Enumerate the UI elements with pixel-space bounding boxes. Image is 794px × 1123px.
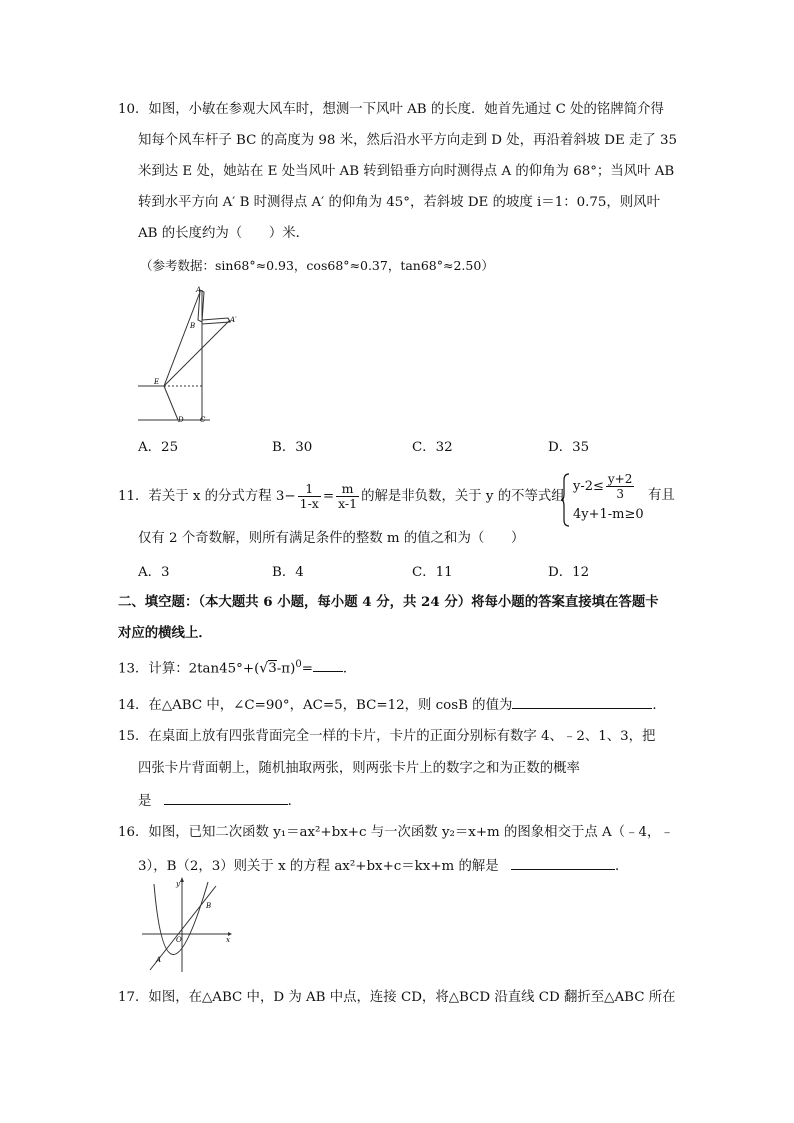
- q10-option-c[interactable]: C．32: [412, 440, 453, 455]
- q13-root: 3: [268, 661, 277, 677]
- q10-line2: 知每个风车杆子 BC 的高度为 98 米，然后沿水平方向走到 D 处，再沿着斜坡 DE 走了 35: [138, 133, 678, 148]
- label-a-prime: A′: [230, 316, 237, 324]
- label-a: A: [156, 956, 162, 964]
- section2-title-line2: 对应的横线上．: [118, 625, 212, 641]
- q11-frac2-den: x-1: [338, 496, 358, 511]
- q15-answer-blank[interactable]: [164, 790, 288, 805]
- q16-graph-figure: [138, 876, 234, 974]
- label-c: C: [200, 416, 206, 424]
- q11-fraction-2: [336, 482, 359, 511]
- label-b: B: [206, 902, 212, 910]
- q10-reference-data: （参考数据：sin68°≈0.93，cos68°≈0.37，tan68°≈2.50）: [140, 258, 494, 273]
- label-e: E: [154, 378, 160, 386]
- label-a: A: [196, 286, 202, 294]
- q13-exponent: 0: [295, 659, 302, 670]
- q16-end: ．: [614, 859, 629, 874]
- q11-ineq1-left: y-2≤: [573, 479, 604, 494]
- q11-line1: [118, 482, 565, 512]
- slope-de: [164, 386, 178, 420]
- q10-option-b[interactable]: B．30: [272, 440, 313, 455]
- q13-answer-blank[interactable]: [313, 657, 343, 672]
- q10-line5: AB 的长度约为（ ）米．: [138, 226, 310, 241]
- q14-text: 14．在△ABC 中，∠C=90°，AC=5，BC=12，则 cosB 的值为: [118, 698, 513, 713]
- left-brace-icon: [561, 472, 571, 528]
- q10-line3: 米到达 E 处，她站在 E 处当风叶 AB 转到铅垂方向时测得点 A 的仰角为 68°；当风叶 AB: [138, 164, 675, 179]
- q10-option-a[interactable]: A．25: [138, 440, 179, 455]
- q15-line2: 四张卡片背面朝上，随机抽取两张，则两张卡片上的数字之和为正数的概率: [138, 761, 580, 776]
- section2-title: 二、填空题：（本大题共 6 小题，每小题 4 分，共 24 分）将每小题的答案直接填在答题卡: [118, 594, 659, 610]
- q11-frac2-num: m: [336, 482, 359, 497]
- q17-line1: 17．如图，在△ABC 中，D 为 AB 中点，连接 CD，将△BCD 沿直线 CD 翻折至△ABC 所在: [118, 990, 676, 1005]
- q16-text: 3），B（2，3）则关于 x 的方程 ax²+bx+c＝kx+m 的解是: [138, 859, 499, 874]
- q10-windmill-figure: [138, 286, 248, 424]
- q15-prefix: 是: [138, 794, 152, 809]
- q13-middle: -π): [276, 661, 296, 677]
- q11-ineq1-num: y+2: [607, 472, 633, 486]
- q10-line4: 转到水平方向 A′ B 时测得点 A′ 的仰角为 45°，若斜坡 DE 的坡度 i＝1：0.75，则风叶: [138, 195, 660, 210]
- q11-frac1-den: 1-x: [299, 496, 319, 511]
- q11-frac1-num: 1: [298, 482, 321, 497]
- q16-line2: [138, 855, 628, 877]
- q11-option-c[interactable]: C．11: [412, 565, 453, 580]
- label-o: O: [176, 936, 182, 944]
- q11-line2: 仅有 2 个奇数解，则所有满足条件的整数 m 的值之和为（ ）: [138, 531, 525, 546]
- q10-line1: 10．如图，小敏在参观大风车时，想测一下风叶 AB 的长度．她首先通过 C 处的铭牌简介得: [118, 102, 664, 117]
- y-axis-arrow-icon: [180, 877, 184, 882]
- q11-option-a[interactable]: A．3: [138, 565, 170, 580]
- label-x: x: [226, 936, 230, 944]
- q11-ineq1-fraction: [606, 472, 634, 501]
- label-y: y: [176, 880, 180, 888]
- label-b: B: [190, 322, 196, 330]
- blade-horizontal: [202, 318, 230, 324]
- q15-end: ．: [287, 794, 302, 809]
- q11-ineq1-den: 3: [616, 487, 624, 501]
- label-d: D: [178, 416, 184, 424]
- q11-option-b[interactable]: B．4: [272, 565, 304, 580]
- sight-line-ap: [164, 320, 230, 386]
- q14-end: ．: [652, 698, 666, 713]
- q13-line: [118, 655, 356, 679]
- q10-option-d[interactable]: D．35: [548, 440, 590, 455]
- q10-options: [0, 436, 794, 456]
- q11-ineq-1: [573, 472, 636, 501]
- q11-fraction-1: [298, 482, 321, 511]
- q13-end: ．: [342, 661, 357, 677]
- q15-line1: 15．在桌面上放有四张背面完全一样的卡片，卡片的正面分别标有数字 4、﹣2、1、3，把: [118, 729, 656, 744]
- q11-equals: =: [322, 489, 335, 504]
- q11-post: 有且: [648, 488, 675, 503]
- q16-answer-blank[interactable]: [511, 855, 615, 870]
- q11-prefix: 11．若关于 x 的分式方程 3−: [118, 489, 296, 504]
- sight-line-a: [164, 292, 200, 386]
- q15-line3: [138, 790, 301, 812]
- q16-line1: 16．如图，已知二次函数 y₁＝ax²+bx+c 与一次函数 y₂＝x+m 的图象相交于点 A（﹣4，﹣: [118, 825, 674, 840]
- q14-line: [118, 694, 666, 716]
- sqrt-icon: √: [259, 660, 269, 677]
- q14-answer-blank[interactable]: [512, 694, 652, 709]
- q11-middle: 的解是非负数，关于 y 的不等式组: [361, 489, 565, 504]
- q11-option-d[interactable]: D．12: [548, 565, 590, 580]
- q13-equals: =: [301, 661, 313, 677]
- q11-ineq-2: 4y+1-m≥0: [573, 507, 644, 522]
- q11-options: [0, 561, 794, 581]
- q13-prefix: 13．计算：2tan45°+(: [118, 661, 260, 677]
